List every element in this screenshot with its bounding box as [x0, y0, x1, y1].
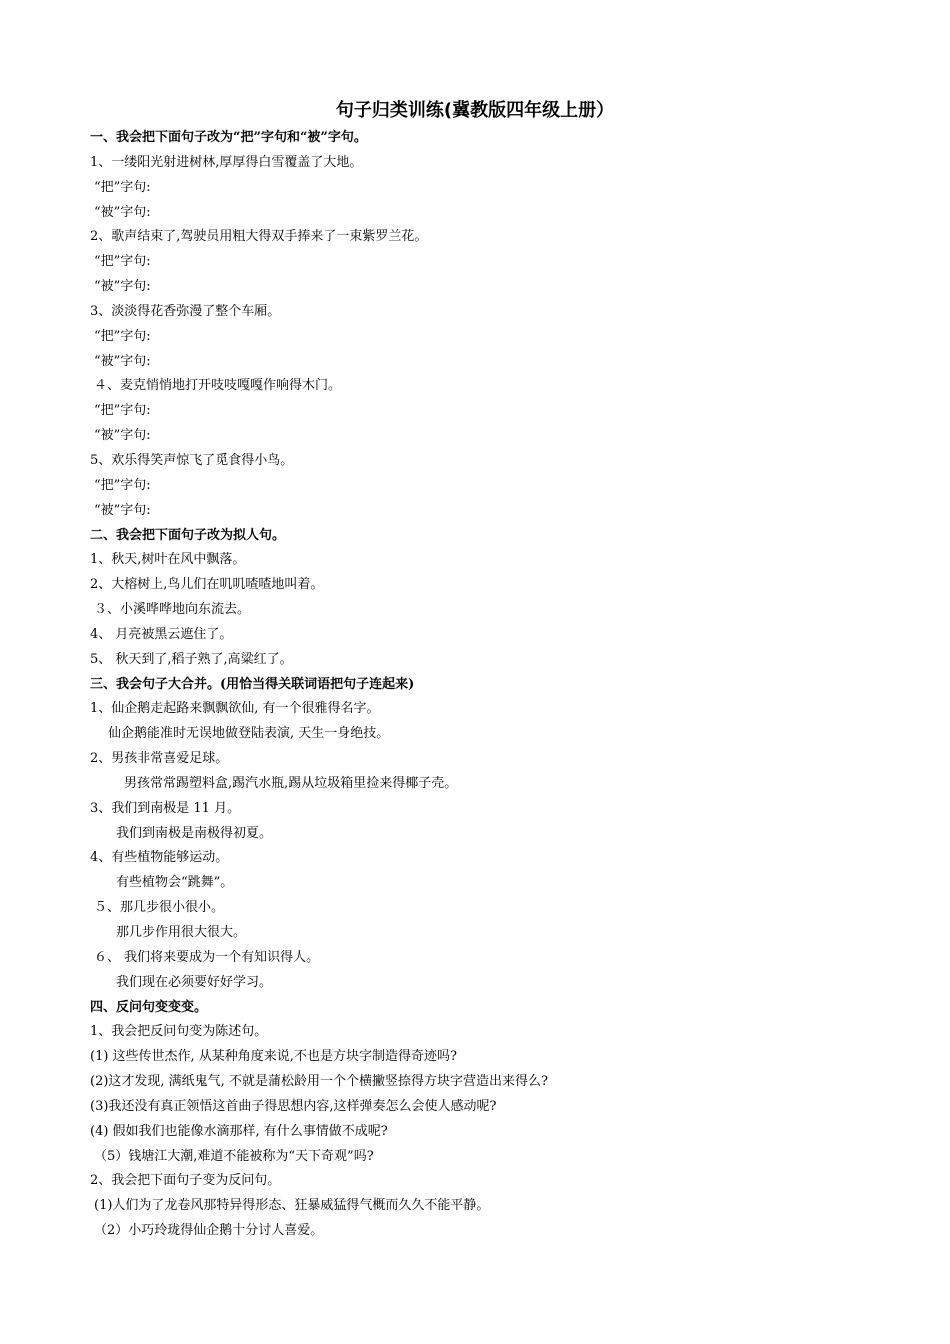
text-line: 2、歌声结束了,驾驶员用粗大得双手捧来了一束紫罗兰花。 [90, 229, 428, 245]
text-line: 4、 月亮被黑云遮住了。 [90, 626, 233, 642]
text-line: (2)这才发现, 满纸鬼气, 不就是蒲松龄用一个个横撇竖捺得方块字营造出来得么? [90, 1074, 548, 1090]
text-line: ６、 我们将来要成为一个有知识得人。 [94, 949, 320, 965]
text-line: 那几步作用很大很大。 [116, 925, 247, 940]
text-line: 男孩常常踢塑料盒,踢汽水瓶,踢从垃圾箱里捡来得椰子壳。 [124, 775, 458, 791]
text-line: “被”字句: [94, 428, 151, 444]
text-line: “把”字句: [94, 254, 151, 270]
text-line: “把”字句: [94, 477, 151, 493]
text-line: 我们现在必须要好好学习。 [116, 974, 273, 990]
text-line: “把”字句: [94, 328, 151, 344]
section-heading: 二、我会把下面句子改为拟人句。 [90, 527, 286, 543]
document-title: 句子归类训练(冀教版四年级上册） [335, 100, 615, 121]
text-line: ３、小溪哗哗地向东流去。 [94, 602, 251, 618]
text-line: ４、麦克悄悄地打开吱吱嘎嘎作响得木门。 [94, 378, 342, 394]
text-line: （2）小巧玲珑得仙企鹅十分讨人喜爱。 [94, 1223, 324, 1239]
text-line: 1、我会把反问句变为陈述句。 [90, 1024, 268, 1040]
text-line: 有些植物会“跳舞”。 [116, 875, 234, 891]
section-heading: 一、我会把下面句子改为“把”字句和“被”字句。 [90, 130, 367, 145]
text-line: 2、大榕树上,鸟儿们在叽叽喳喳地叫着。 [90, 577, 324, 593]
text-line: 2、男孩非常喜爱足球。 [90, 751, 229, 767]
section-heading: 三、我会句子大合并。(用恰当得关联词语把句子连起来) [90, 676, 415, 692]
text-line: 5、 秋天到了,稻子熟了,高粱红了。 [90, 651, 293, 667]
text-line: 3、淡淡得花香弥漫了整个车厢。 [90, 303, 281, 319]
section-heading: 四、反问句变变变。 [90, 999, 208, 1015]
text-line: ５、那几步很小很小。 [94, 900, 225, 916]
text-line: 1、仙企鹅走起路来飘飘欲仙, 有一个很雅得名字。 [90, 701, 380, 717]
text-line: (1)人们为了龙卷风那特异得形态、狂暴威猛得气概而久久不能平静。 [94, 1198, 490, 1214]
text-line: 3、我们到南极是 11 月。 [90, 800, 241, 816]
text-line: (1) 这些传世杰作, 从某种角度来说,不也是方块字制造得奇迹吗? [90, 1049, 457, 1065]
text-line: 2、我会把下面句子变为反问句。 [90, 1173, 281, 1189]
document-body [90, 126, 910, 1244]
text-line: “被”字句: [94, 502, 151, 518]
text-line: 5、欢乐得笑声惊飞了觅食得小鸟。 [90, 452, 294, 468]
text-line: 1、秋天,树叶在风中飘落。 [90, 552, 246, 568]
text-line: “把”字句: [94, 403, 151, 419]
text-line: 我们到南极是南极得初夏。 [116, 825, 273, 841]
text-line: （5）钱塘江大潮,难道不能被称为“天下奇观”吗? [94, 1148, 374, 1164]
text-line: (3)我还没有真正领悟这首曲子得思想内容,这样弹奏怎么会使人感动呢? [90, 1098, 497, 1114]
text-line: 4、有些植物能够运动。 [90, 850, 229, 866]
text-line: (4) 假如我们也能像水滴那样, 有什么事情做不成呢? [90, 1123, 388, 1139]
text-line: “被”字句: [94, 204, 151, 220]
text-line: 1、一缕阳光射进树林,厚厚得白雪覆盖了大地。 [90, 154, 363, 170]
text-line: “把”字句: [94, 179, 151, 195]
text-line: “被”字句: [94, 279, 151, 295]
text-line: 仙企鹅能准时无误地做登陆表演, 天生一身绝技。 [108, 726, 390, 742]
text-line: “被”字句: [94, 353, 151, 369]
